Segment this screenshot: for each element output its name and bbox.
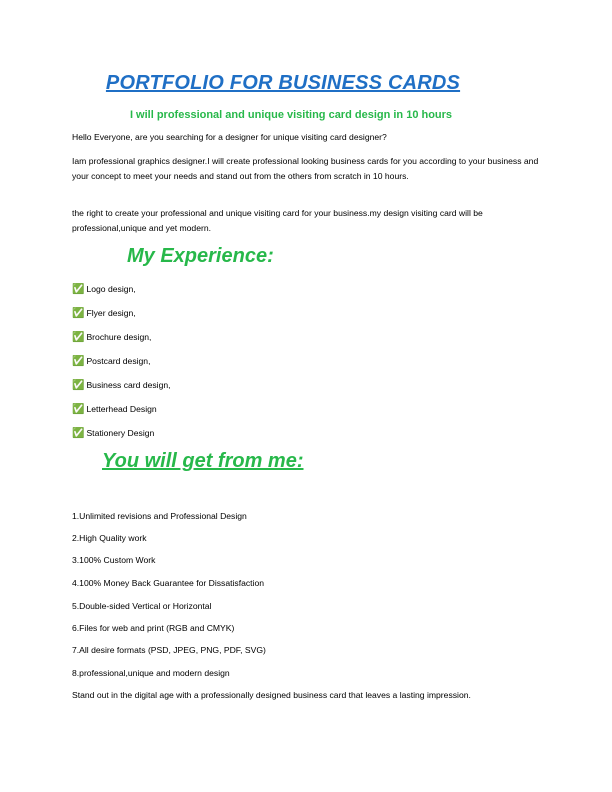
intro-paragraph-2: Iam professional graphics designer.I will create professional looking business cards for you according to your business and your concept to meet your needs and stand out from the others from scratch in 10 hours. — [72, 156, 539, 181]
experience-item-label: Logo design, — [86, 284, 136, 294]
benefit-item: 6.Files for web and print (RGB and CMYK) — [72, 623, 235, 633]
benefit-item: 8.professional,unique and modern design — [72, 668, 230, 678]
experience-item — [72, 379, 171, 392]
benefit-item: 7.All desire formats (PSD, JPEG, PNG, PDF, SVG) — [72, 645, 266, 655]
benefit-item: 4.100% Money Back Guarantee for Dissatisfaction — [72, 578, 265, 588]
check-mark-icon: ✅ — [72, 404, 85, 415]
benefit-item: 3.100% Custom Work — [72, 555, 156, 565]
experience-item-label: Postcard design, — [86, 356, 151, 366]
experience-item — [72, 283, 136, 296]
experience-item — [72, 427, 154, 440]
check-mark-icon: ✅ — [72, 428, 85, 439]
closing-statement: Stand out in the digital age with a professionally designed business card that leaves a lasting impression. — [72, 690, 471, 700]
experience-item-label: Business card design, — [86, 380, 171, 390]
intro-paragraph-1: Hello Everyone, are you searching for a designer for unique visiting card designer? — [72, 132, 387, 142]
experience-item — [72, 331, 151, 344]
check-mark-icon: ✅ — [72, 284, 85, 295]
experience-item — [72, 355, 150, 368]
page-title: PORTFOLIO FOR BUSINESS CARDS — [105, 72, 461, 94]
benefit-item: 1.Unlimited revisions and Professional Design — [72, 511, 247, 521]
experience-item-label: Letterhead Design — [86, 404, 157, 414]
experience-item-label: Stationery Design — [86, 428, 155, 438]
benefit-item: 2.High Quality work — [72, 533, 147, 543]
benefits-heading: You will get from me: — [102, 450, 304, 472]
intro-paragraph-3: the right to create your professional and unique visiting card for your business.my design visiting card will be professional,unique and yet modern. — [72, 208, 483, 233]
benefit-item: 5.Double-sided Vertical or Horizontal — [72, 601, 212, 611]
experience-item — [72, 403, 157, 416]
check-mark-icon: ✅ — [72, 332, 85, 343]
check-mark-icon: ✅ — [72, 356, 85, 367]
experience-heading: My Experience: — [127, 245, 274, 267]
experience-item — [72, 307, 136, 320]
check-mark-icon: ✅ — [72, 380, 85, 391]
experience-item-label: Flyer design, — [86, 308, 136, 318]
check-mark-icon: ✅ — [72, 308, 85, 319]
page-subtitle: I will professional and unique visiting card design in 10 hours — [129, 109, 453, 121]
experience-item-label: Brochure design, — [86, 332, 152, 342]
